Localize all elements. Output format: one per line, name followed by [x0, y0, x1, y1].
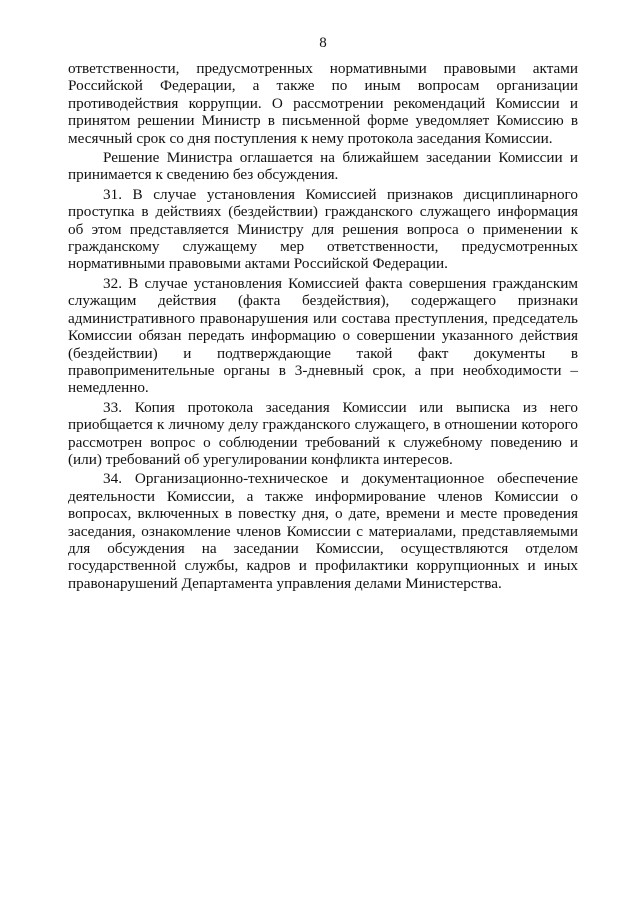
paragraph-34: 34. Организационно-техническое и документационное обеспечение деятельности Комиссии, а также информирование членов Комиссии о вопросах, включенных в повестку дня, о дате, времени и месте проведения заседания, ознакомление членов Комиссии с материалами, представляемыми для обсуждения на заседании Комиссии, осуществляются отделом государственной службы, кадров и профилактики коррупционных и иных правонарушений Департамента управления делами Министерства. [68, 470, 578, 592]
document-page [68, 34, 578, 594]
paragraph-minister-decision: Решение Министра оглашается на ближайшем заседании Комиссии и принимается к сведению без обсуждения. [68, 149, 578, 184]
paragraph-32: 32. В случае установления Комиссией факта совершения гражданским служащим действия (факта бездействия), содержащего признаки административного правонарушения или состава преступления, председатель Комиссии обязан передать информацию о совершении указанного действия (бездействии) и подтверждающие такой факт документы в правоприменительные органы в 3-дневный срок, а при необходимости – немедленно. [68, 274, 578, 397]
paragraph-continuation: ответственности, предусмотренных нормативными правовыми актами Российской Федерации, а также по иным вопросам организации противодействия коррупции. О рассмотрении рекомендаций Комиссии и принятом решении Министр в письменной форме уведомляет Комиссию в месячный срок со дня поступления к нему протокола заседания Комиссии. [68, 60, 578, 147]
page-number: 8 [319, 35, 327, 51]
paragraph-31: 31. В случае установления Комиссией признаков дисциплинарного проступка в действиях (бездействии) гражданского служащего информация об этом представляется Министру для решения вопроса о применении к гражданскому служащему мер ответственности, предусмотренных нормативными правовыми актами Российской Федерации. [68, 185, 578, 273]
paragraph-33: 33. Копия протокола заседания Комиссии или выписка из него приобщается к личному делу гражданского служащего, в отношении которого рассмотрен вопрос о соблюдении требований к служебному поведению и (или) требований об урегулировании конфликта интересов. [68, 398, 578, 468]
